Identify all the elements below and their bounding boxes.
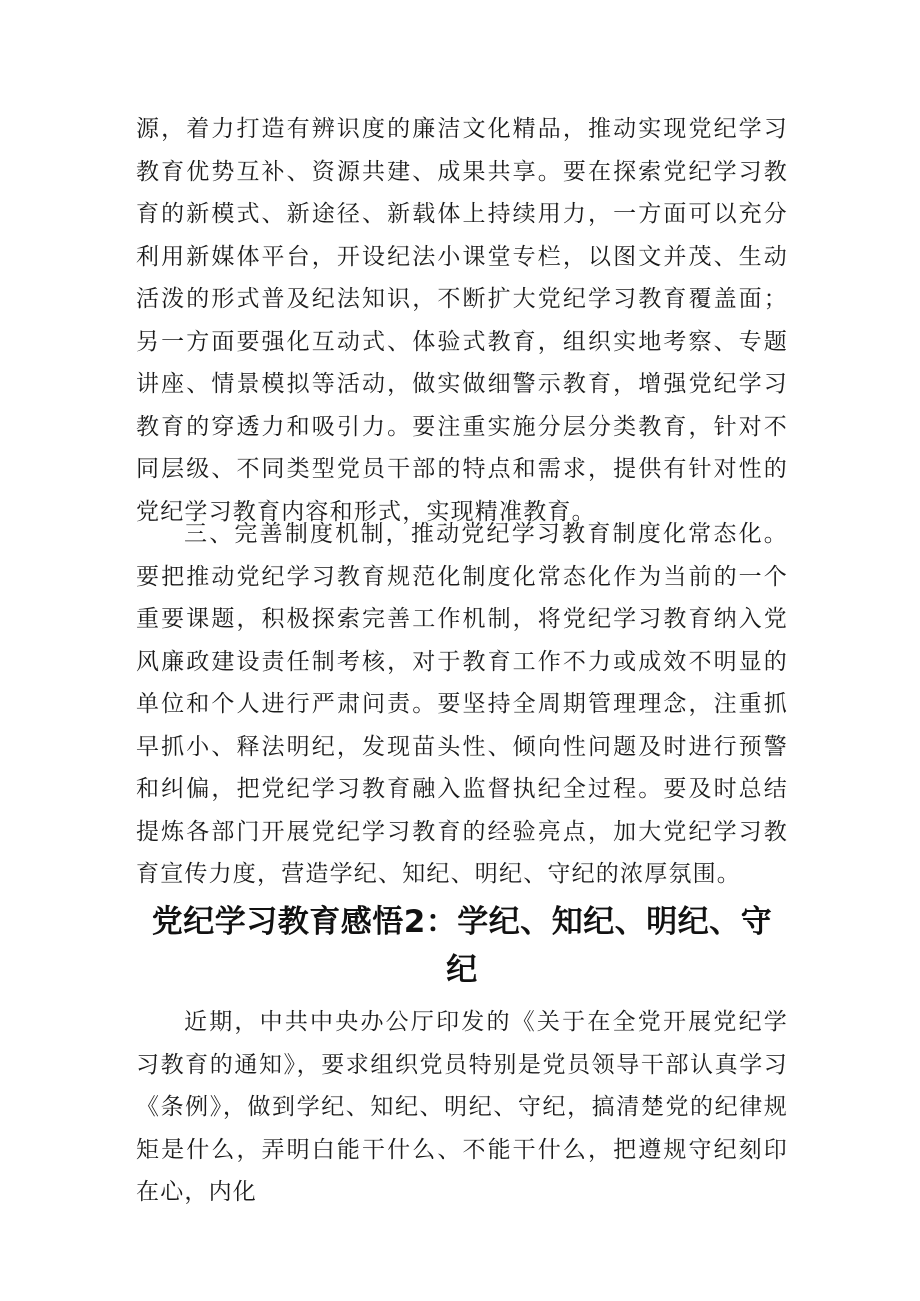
body-paragraph: 源，着力打造有辨识度的廉洁文化精品，推动实现党纪学习教育优势互补、资源共建、成果共享。要在探索党纪学习教育的新模式、新途径、新载体上持续用力，一方面可以充分利用新媒体平台，开设纪法小课堂专栏，以图文并茂、生动活泼的形式普及纪法知识，不断扩大党纪学习教育覆盖面；另一方面要强化互动式、体验式教育，组织实地考察、专题讲座、情景模拟等活动，做实做细警示教育，增强党纪学习教育的穿透力和吸引力。要注重实施分层分类教育，针对不同层级、不同类型党员干部的特点和需求，提供有针对性的党纪学习教育内容和形式，实现精准教育。 [136, 116, 788, 525]
body-paragraph: 近期，中共中央办公厅印发的《关于在全党开展党纪学习教育的通知》，要求组织党员特别是党员领导干部认真学习《条例》，做到学纪、知纪、明纪、守纪，搞清楚党的纪律规矩是什么，弄明白能干什么、不能干什么，把遵规守纪刻印在心，内化 [136, 1009, 788, 1205]
section-title: 党纪学习教育感悟2：学纪、知纪、明纪、守纪 [151, 904, 773, 988]
body-paragraph: 三、完善制度机制，推动党纪学习教育制度化常态化。要把推动党纪学习教育规范化制度化常态化作为当前的一个重要课题，积极探索完善工作机制，将党纪学习教育纳入党风廉政建设责任制考核，对于教育工作不力或成效不明显的单位和个人进行严肃问责。要坚持全周期管理理念，注重抓早抓小、释法明纪，发现苗头性、倾向性问题及时进行预警和纠偏，把党纪学习教育融入监督执纪全过程。要及时总结提炼各部门开展党纪学习教育的经验亮点，加大党纪学习教育宣传力度，营造学纪、知纪、明纪、守纪的浓厚氛围。 [136, 521, 788, 887]
